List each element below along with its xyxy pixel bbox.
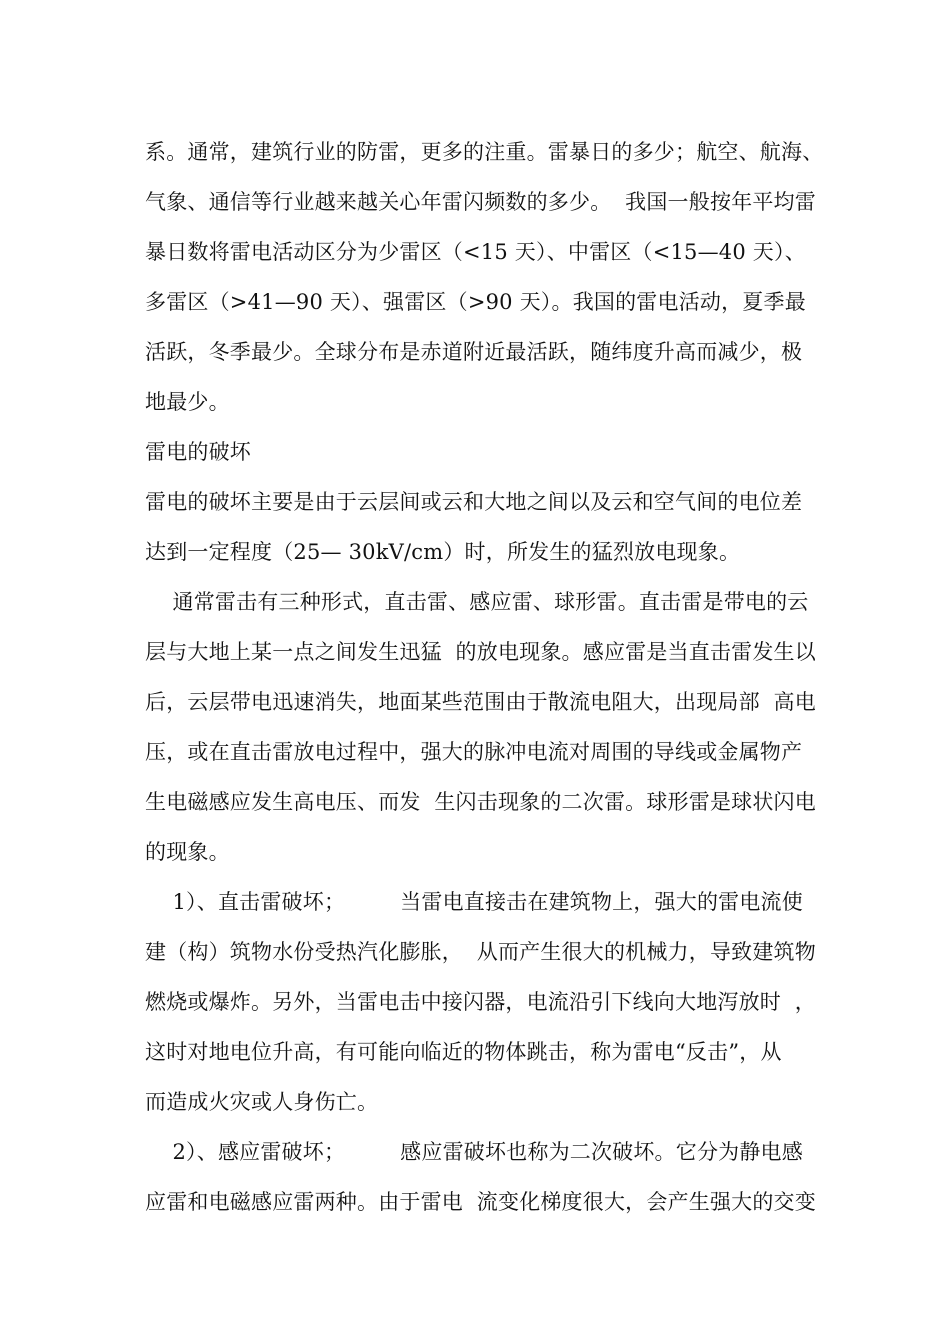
text-line-6: 地最少。 [145,390,230,414]
text-line-14: 生电磁感应发生高电压、而发 生闪击现象的二次雷。球形雷是球状闪电 [145,790,816,814]
text-line-20: 而造成火灾或人身伤亡。 [145,1090,379,1114]
text-line-2: 气象、通信等行业越来越关心年雷闪频数的多少。 我国一般按年平均雷 [145,190,816,214]
text-line-13: 压，或在直击雷放电过程中，强大的脉冲电流对周围的导线或金属物产 [145,740,803,764]
text-line-3: 暴日数将雷电活动区分为少雷区（<15 天）、中雷区（<15—40 天）、 [145,240,806,264]
text-line-8: 雷电的破坏主要是由于云层间或云和大地之间以及云和空气间的电位差 [145,490,803,514]
text-line-12: 后，云层带电迅速消失，地面某些范围由于散流电阻大，出现局部 高电 [145,690,816,714]
text-line-18: 燃烧或爆炸。另外，当雷电击中接闪器，电流沿引下线向大地泻放时 ， [145,990,816,1014]
text-line-16: 1）、直击雷破坏； 当雷电直接击在建筑物上，强大的雷电流使 [145,890,803,914]
text-line-10: 通常雷击有三种形式，直击雷、感应雷、球形雷。直击雷是带电的云 [145,590,809,614]
text-line-4: 多雷区（>41—90 天）、强雷区（>90 天）。我国的雷电活动，夏季最 [145,290,806,314]
text-line-9: 达到一定程度（25— 30kV/cm）时，所发生的猛烈放电现象。 [145,540,741,564]
text-line-11: 层与大地上某一点之间发生迅猛 的放电现象。感应雷是当直击雷发生以 [145,640,816,664]
text-line-5: 活跃，冬季最少。全球分布是赤道附近最活跃，随纬度升高而减少，极 [145,340,803,364]
text-line-19: 这时对地电位升高，有可能向临近的物体跳击，称为雷电“反击”，从 [145,1040,782,1064]
text-line-22: 应雷和电磁感应雷两种。由于雷电 流变化梯度很大，会产生强大的交变 [145,1190,816,1214]
text-line-21: 2）、感应雷破坏； 感应雷破坏也称为二次破坏。它分为静电感 [145,1140,803,1164]
text-line-17: 建（构）筑物水份受热汽化膨胀， 从而产生很大的机械力，导致建筑物 [145,940,816,964]
section-heading: 雷电的破坏 [145,440,251,464]
text-line-15: 的现象。 [145,840,230,864]
text-line-1: 系。通常，建筑行业的防雷，更多的注重。雷暴日的多少；航空、航海、 [145,140,824,164]
